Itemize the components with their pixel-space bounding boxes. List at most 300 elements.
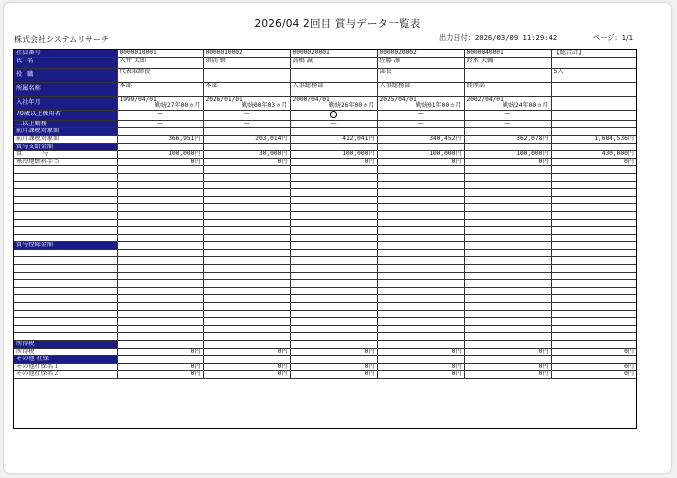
emp-dept: 本部	[117, 82, 203, 96]
empty-cell	[290, 318, 377, 326]
empty-row	[14, 333, 636, 341]
emp-position: 代表取締役	[117, 68, 203, 82]
label-other2: その他社保名２	[14, 371, 117, 379]
emp-no: 0000020001	[290, 50, 377, 57]
empty-cell	[290, 287, 377, 295]
empty-row	[14, 204, 636, 212]
emp-name: 佐藤 凛	[377, 57, 464, 68]
label-name-text: 氏 名	[16, 57, 35, 64]
emp-no: 0000010001	[117, 50, 203, 57]
empty-cell	[290, 227, 377, 235]
empty-cell	[290, 265, 377, 273]
join-date: 1999/04/01	[119, 96, 157, 103]
empty-row	[14, 249, 636, 257]
empty-cell	[377, 211, 464, 219]
empty-cell	[377, 257, 464, 265]
empty-cell	[290, 189, 377, 197]
emp-other2: 0円	[117, 371, 203, 379]
empty-row	[14, 295, 636, 303]
emp-join	[464, 96, 551, 110]
empty-cell	[290, 325, 377, 333]
empty-cell	[14, 257, 117, 265]
emp-cold: 0円	[290, 158, 377, 166]
table-row	[14, 57, 636, 68]
empty-cell	[551, 295, 636, 303]
empty-cell	[290, 242, 377, 250]
empty-cell	[203, 310, 290, 318]
over70-dash: —	[417, 110, 424, 117]
empty-cell	[377, 219, 464, 227]
empty-cell	[203, 341, 290, 349]
empty-cell	[290, 204, 377, 212]
empty-cell	[377, 310, 464, 318]
empty-cell	[14, 265, 117, 273]
multi-dash: —	[504, 120, 511, 127]
table-row	[14, 120, 636, 128]
emp-dept: 人事総務部	[290, 82, 377, 96]
empty-cell	[464, 128, 551, 136]
empty-cell	[203, 303, 290, 311]
empty-cell	[14, 295, 117, 303]
emp-over70	[117, 110, 203, 120]
empty-cell	[14, 219, 117, 227]
empty-row	[14, 166, 636, 174]
over70-circle	[293, 111, 375, 120]
empty-cell	[203, 204, 290, 212]
circle-mark-icon	[330, 111, 337, 118]
emp-join	[290, 96, 377, 110]
emp-other2: 0円	[290, 371, 377, 379]
empty-cell	[377, 166, 464, 174]
empty-cell	[377, 204, 464, 212]
empty-cell	[203, 196, 290, 204]
emp-name: 高橋 誠	[290, 57, 377, 68]
empty-cell	[117, 318, 203, 326]
empty-cell	[464, 143, 551, 151]
empty-cell	[551, 110, 636, 120]
empty-cell	[290, 341, 377, 349]
emp-other1: 0円	[290, 363, 377, 371]
emp-name: 須間 軽	[203, 57, 290, 68]
empty-cell	[203, 325, 290, 333]
bonus-data-table	[13, 49, 637, 429]
join-date: 2000/04/01	[292, 96, 330, 103]
empty-cell	[464, 211, 551, 219]
empty-cell	[203, 166, 290, 174]
emp-multi	[290, 120, 377, 128]
empty-row	[14, 181, 636, 189]
empty-cell	[14, 272, 117, 280]
empty-cell	[551, 303, 636, 311]
emp-cold: 0円	[203, 158, 290, 166]
empty-cell	[14, 318, 117, 326]
emp-prev: 362,078円	[464, 135, 551, 143]
emp-tax: 0円	[464, 348, 551, 356]
empty-cell	[377, 341, 464, 349]
empty-cell	[117, 143, 203, 151]
empty-cell	[464, 189, 551, 197]
empty-cell	[14, 211, 117, 219]
empty-cell	[290, 196, 377, 204]
label-bonus	[14, 151, 117, 159]
label-cold: 寒冷地燃料手当	[14, 158, 117, 166]
empty-cell	[377, 333, 464, 341]
empty-cell	[551, 196, 636, 204]
empty-row	[14, 189, 636, 197]
emp-position	[464, 68, 551, 82]
empty-cell	[117, 249, 203, 257]
empty-cell	[117, 196, 203, 204]
emp-join	[117, 96, 203, 110]
empty-cell	[290, 166, 377, 174]
empty-cell	[14, 166, 117, 174]
empty-row	[14, 173, 636, 181]
emp-bonus: 100,000円	[290, 151, 377, 159]
empty-cell	[14, 234, 117, 242]
label-emp-no: 社員番号	[14, 50, 117, 57]
emp-position	[203, 68, 290, 82]
empty-cell	[551, 333, 636, 341]
empty-cell	[203, 265, 290, 273]
empty-row	[14, 265, 636, 273]
join-date: 2026/01/01	[205, 96, 243, 103]
empty-cell	[464, 242, 551, 250]
empty-row	[14, 257, 636, 265]
emp-cold: 0円	[117, 158, 203, 166]
report-title: 2026/04 2回目 賞与データ一覧表	[254, 18, 421, 30]
emp-join	[377, 96, 464, 110]
empty-cell	[14, 333, 117, 341]
empty-cell	[117, 310, 203, 318]
empty-cell	[117, 257, 203, 265]
section-row	[14, 356, 636, 364]
join-date: 2025/04/01	[379, 96, 417, 103]
empty-cell	[551, 173, 636, 181]
empty-cell	[464, 280, 551, 288]
emp-prev: 340,452円	[377, 135, 464, 143]
table-row	[14, 96, 636, 110]
emp-position: 部長	[377, 68, 464, 82]
empty-cell	[377, 265, 464, 273]
empty-cell	[14, 280, 117, 288]
empty-cell	[551, 234, 636, 242]
empty-cell	[464, 333, 551, 341]
label-multi: 二以上勤務	[14, 120, 117, 128]
empty-cell	[203, 249, 290, 257]
emp-no: 0000010002	[203, 50, 290, 57]
empty-cell	[290, 219, 377, 227]
table-row	[14, 348, 636, 356]
emp-multi	[464, 120, 551, 128]
label-prev: 前月課税対象額	[14, 135, 117, 143]
empty-cell	[117, 189, 203, 197]
emp-over70	[464, 110, 551, 120]
empty-cell	[117, 280, 203, 288]
empty-cell	[117, 295, 203, 303]
table-row	[14, 50, 636, 57]
empty-cell	[551, 211, 636, 219]
empty-cell	[117, 219, 203, 227]
empty-cell	[290, 257, 377, 265]
over70-dash: —	[156, 110, 164, 117]
empty-cell	[551, 249, 636, 257]
empty-cell	[117, 242, 203, 250]
empty-cell	[551, 265, 636, 273]
empty-row	[14, 196, 636, 204]
total-tax: 0円	[551, 348, 636, 356]
total-bonus: 430,000円	[551, 151, 636, 159]
empty-cell	[203, 356, 290, 364]
page-number: ページ：1/1	[593, 33, 634, 42]
total-prev: 1,684,536円	[551, 135, 636, 143]
emp-multi	[377, 120, 464, 128]
empty-cell	[551, 189, 636, 197]
emp-other1: 0円	[203, 363, 290, 371]
empty-cell	[551, 166, 636, 174]
multi-dash: —	[330, 120, 337, 127]
empty-cell	[551, 287, 636, 295]
emp-other2: 0円	[464, 371, 551, 379]
table-row	[14, 110, 636, 120]
section-row	[14, 143, 636, 151]
empty-cell	[290, 173, 377, 181]
empty-cell	[551, 120, 636, 128]
empty-cell	[117, 265, 203, 273]
emp-over70	[203, 110, 290, 120]
empty-cell	[377, 356, 464, 364]
empty-cell	[117, 303, 203, 311]
table-row	[14, 158, 636, 166]
empty-cell	[464, 257, 551, 265]
empty-cell	[551, 257, 636, 265]
emp-cold: 0円	[464, 158, 551, 166]
empty-row	[14, 280, 636, 288]
empty-cell	[464, 204, 551, 212]
bonus-grid	[14, 50, 636, 379]
empty-cell	[377, 173, 464, 181]
label-tax: 所得税	[14, 348, 117, 356]
emp-bonus: 100,000円	[377, 151, 464, 159]
empty-row	[14, 318, 636, 326]
empty-row	[14, 310, 636, 318]
empty-cell	[14, 189, 117, 197]
emp-dept: 経理部	[464, 82, 551, 96]
empty-cell	[377, 303, 464, 311]
label-bonus-text: 賞 与	[16, 150, 58, 158]
empty-cell	[464, 181, 551, 189]
emp-prev: 366,951円	[117, 135, 203, 143]
emp-tax: 0円	[377, 348, 464, 356]
empty-cell	[464, 265, 551, 273]
empty-cell	[203, 227, 290, 235]
emp-no: 0000020002	[377, 50, 464, 57]
emp-no: 0000040001	[464, 50, 551, 57]
emp-tax: 0円	[203, 348, 290, 356]
emp-over70	[290, 110, 377, 120]
multi-dash: —	[156, 120, 164, 127]
empty-cell	[290, 143, 377, 151]
empty-cell	[377, 234, 464, 242]
empty-cell	[290, 280, 377, 288]
table-row	[14, 371, 636, 379]
empty-cell	[551, 219, 636, 227]
print-date: 出力日付：2026/03/09 11:29:42	[439, 33, 558, 42]
empty-cell	[551, 341, 636, 349]
over70-dash: —	[243, 110, 250, 117]
empty-cell	[117, 173, 203, 181]
label-position	[14, 68, 117, 82]
empty-cell	[290, 128, 377, 136]
empty-cell	[290, 356, 377, 364]
empty-cell	[203, 173, 290, 181]
empty-cell	[14, 249, 117, 257]
empty-row	[14, 211, 636, 219]
empty-cell	[14, 325, 117, 333]
empty-cell	[14, 181, 117, 189]
empty-cell	[464, 318, 551, 326]
emp-position	[290, 68, 377, 82]
emp-other2: 0円	[203, 371, 290, 379]
table-row	[14, 363, 636, 371]
emp-bonus: 100,000円	[464, 151, 551, 159]
empty-cell	[464, 341, 551, 349]
empty-cell	[551, 82, 636, 96]
empty-cell	[14, 310, 117, 318]
empty-cell	[377, 196, 464, 204]
empty-cell	[290, 249, 377, 257]
empty-cell	[117, 325, 203, 333]
total-other2: 0円	[551, 371, 636, 379]
emp-tax: 0円	[290, 348, 377, 356]
empty-cell	[464, 325, 551, 333]
tenure: 勤続27年00ヵ月	[154, 101, 201, 109]
empty-cell	[551, 204, 636, 212]
empty-cell	[551, 318, 636, 326]
empty-row	[14, 227, 636, 235]
tenure: 勤続26年00ヵ月	[328, 101, 375, 109]
empty-cell	[551, 143, 636, 151]
emp-dept: 人事総務部	[377, 82, 464, 96]
total-label: 【総合計】	[551, 50, 636, 57]
emp-name: 鈴木 大輔	[464, 57, 551, 68]
multi-dash: —	[417, 120, 424, 127]
table-row	[14, 82, 636, 96]
emp-prev: 412,041円	[290, 135, 377, 143]
empty-cell	[203, 318, 290, 326]
emp-other2: 0円	[377, 371, 464, 379]
empty-cell	[377, 249, 464, 257]
empty-cell	[551, 280, 636, 288]
empty-cell	[203, 234, 290, 242]
empty-cell	[290, 295, 377, 303]
emp-dept: 本部	[203, 82, 290, 96]
empty-cell	[203, 128, 290, 136]
emp-other1: 0円	[464, 363, 551, 371]
empty-cell	[551, 96, 636, 110]
emp-multi	[203, 120, 290, 128]
emp-name: 入井 太郎	[117, 57, 203, 68]
empty-cell	[377, 189, 464, 197]
empty-cell	[290, 181, 377, 189]
empty-cell	[203, 211, 290, 219]
empty-cell	[203, 280, 290, 288]
empty-cell	[464, 303, 551, 311]
emp-multi	[117, 120, 203, 128]
empty-cell	[117, 204, 203, 212]
empty-cell	[290, 272, 377, 280]
empty-cell	[117, 333, 203, 341]
empty-row	[14, 325, 636, 333]
empty-cell	[551, 325, 636, 333]
empty-cell	[290, 333, 377, 341]
empty-cell	[14, 204, 117, 212]
total-other1: 0円	[551, 363, 636, 371]
tenure: 勤続00年03ヵ月	[241, 101, 288, 109]
empty-cell	[464, 234, 551, 242]
empty-cell	[203, 257, 290, 265]
label-dept: 所属名称	[14, 82, 117, 96]
empty-cell	[377, 181, 464, 189]
section-row	[14, 341, 636, 349]
empty-row	[14, 287, 636, 295]
empty-cell	[464, 166, 551, 174]
empty-cell	[551, 128, 636, 136]
section-other: その他 社保	[14, 356, 117, 364]
empty-cell	[464, 249, 551, 257]
emp-other1: 0円	[117, 363, 203, 371]
empty-cell	[14, 173, 117, 181]
empty-cell	[14, 227, 117, 235]
empty-cell	[290, 303, 377, 311]
table-row	[14, 151, 636, 159]
section-pay: 賞与支給金額	[14, 143, 117, 151]
empty-cell	[377, 272, 464, 280]
label-over70: 70歳以上被用者	[14, 110, 117, 120]
label-position-text: 役 職	[16, 70, 35, 78]
empty-cell	[117, 181, 203, 189]
empty-cell	[377, 227, 464, 235]
empty-cell	[464, 196, 551, 204]
label-other1: その他社保名１	[14, 363, 117, 371]
total-count: 5人	[551, 68, 636, 82]
empty-cell	[117, 287, 203, 295]
empty-cell	[464, 219, 551, 227]
section-row	[14, 242, 636, 250]
company-name: 株式会社システムリサーチ	[14, 35, 110, 44]
empty-cell	[117, 128, 203, 136]
empty-cell	[551, 57, 636, 68]
emp-join	[203, 96, 290, 110]
empty-cell	[377, 295, 464, 303]
table-row	[14, 135, 636, 143]
empty-cell	[290, 310, 377, 318]
section-row	[14, 128, 636, 136]
empty-cell	[464, 272, 551, 280]
empty-cell	[290, 211, 377, 219]
empty-cell	[464, 287, 551, 295]
empty-cell	[117, 166, 203, 174]
empty-cell	[551, 356, 636, 364]
empty-cell	[203, 189, 290, 197]
tenure: 勤続01年00ヵ月	[415, 101, 462, 109]
empty-cell	[117, 356, 203, 364]
over70-dash: —	[504, 110, 511, 117]
empty-cell	[377, 318, 464, 326]
empty-cell	[203, 287, 290, 295]
tenure: 勤続24年00ヵ月	[502, 101, 549, 109]
empty-cell	[551, 310, 636, 318]
empty-row	[14, 219, 636, 227]
